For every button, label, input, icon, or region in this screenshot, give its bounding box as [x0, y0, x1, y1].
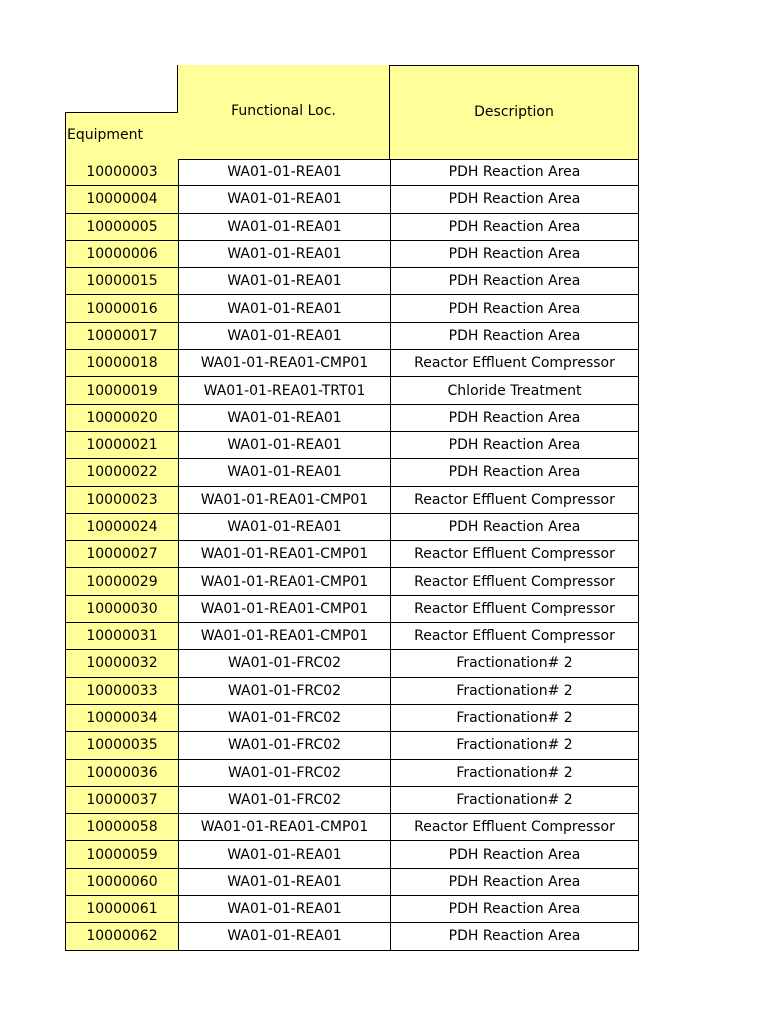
description-cell[interactable]: Reactor Effluent Compressor: [390, 596, 639, 622]
functional-loc-cell[interactable]: WA01-01-REA01-CMP01: [178, 487, 390, 513]
equipment-cell[interactable]: 10000062: [65, 923, 178, 949]
description-cell[interactable]: Fractionation# 2: [390, 650, 639, 676]
functional-loc-cell[interactable]: WA01-01-FRC02: [178, 650, 390, 676]
table-body: [65, 159, 639, 951]
table-row: [65, 841, 639, 868]
header-functional-loc: [177, 65, 390, 160]
table-row: [65, 623, 639, 650]
functional-loc-cell[interactable]: WA01-01-REA01: [178, 459, 390, 485]
equipment-cell[interactable]: 10000034: [65, 705, 178, 731]
equipment-cell[interactable]: 10000004: [65, 186, 178, 212]
description-cell[interactable]: PDH Reaction Area: [390, 295, 639, 321]
functional-loc-cell[interactable]: WA01-01-REA01: [178, 841, 390, 867]
equipment-cell[interactable]: 10000060: [65, 869, 178, 895]
description-cell[interactable]: PDH Reaction Area: [390, 923, 639, 949]
table-row: [65, 405, 639, 432]
functional-loc-cell[interactable]: WA01-01-REA01: [178, 432, 390, 458]
equipment-cell[interactable]: 10000029: [65, 568, 178, 594]
description-cell[interactable]: Reactor Effluent Compressor: [390, 814, 639, 840]
equipment-cell[interactable]: 10000023: [65, 487, 178, 513]
table-row: [65, 568, 639, 595]
table-row: [65, 705, 639, 732]
table-row: [65, 432, 639, 459]
equipment-cell[interactable]: 10000035: [65, 732, 178, 758]
description-cell[interactable]: PDH Reaction Area: [390, 268, 639, 294]
equipment-cell[interactable]: 10000030: [65, 596, 178, 622]
table-row: [65, 760, 639, 787]
description-cell[interactable]: Reactor Effluent Compressor: [390, 487, 639, 513]
equipment-cell[interactable]: 10000027: [65, 541, 178, 567]
equipment-cell[interactable]: 10000015: [65, 268, 178, 294]
description-cell[interactable]: Chloride Treatment: [390, 377, 639, 403]
description-cell[interactable]: Reactor Effluent Compressor: [390, 541, 639, 567]
table-row: [65, 678, 639, 705]
table-row: [65, 896, 639, 923]
table-row: [65, 159, 639, 186]
table-row: [65, 241, 639, 268]
functional-loc-cell[interactable]: WA01-01-REA01-TRT01: [178, 377, 390, 403]
description-cell[interactable]: PDH Reaction Area: [390, 869, 639, 895]
table-row: [65, 650, 639, 677]
description-cell[interactable]: Reactor Effluent Compressor: [390, 623, 639, 649]
functional-loc-cell[interactable]: WA01-01-REA01: [178, 268, 390, 294]
table-row: [65, 541, 639, 568]
functional-loc-cell[interactable]: WA01-01-REA01-CMP01: [178, 350, 390, 376]
description-cell[interactable]: Fractionation# 2: [390, 678, 639, 704]
equipment-cell[interactable]: 10000016: [65, 295, 178, 321]
functional-loc-cell[interactable]: WA01-01-FRC02: [178, 705, 390, 731]
functional-loc-cell[interactable]: WA01-01-REA01: [178, 214, 390, 240]
table-row: [65, 596, 639, 623]
functional-loc-cell[interactable]: WA01-01-REA01: [178, 514, 390, 540]
functional-loc-cell[interactable]: WA01-01-REA01-CMP01: [178, 814, 390, 840]
table-row: [65, 323, 639, 350]
table-row: [65, 214, 639, 241]
functional-loc-cell[interactable]: WA01-01-REA01: [178, 241, 390, 267]
table-row: [65, 814, 639, 841]
description-cell[interactable]: PDH Reaction Area: [390, 896, 639, 922]
equipment-cell[interactable]: 10000059: [65, 841, 178, 867]
description-cell[interactable]: Fractionation# 2: [390, 760, 639, 786]
description-cell[interactable]: Fractionation# 2: [390, 705, 639, 731]
functional-loc-cell[interactable]: WA01-01-REA01-CMP01: [178, 623, 390, 649]
equipment-cell[interactable]: 10000061: [65, 896, 178, 922]
functional-loc-cell[interactable]: WA01-01-REA01: [178, 323, 390, 349]
equipment-cell[interactable]: 10000058: [65, 814, 178, 840]
table-row: [65, 869, 639, 896]
functional-loc-cell[interactable]: WA01-01-FRC02: [178, 732, 390, 758]
equipment-cell[interactable]: 10000020: [65, 405, 178, 431]
table-row: [65, 514, 639, 541]
functional-loc-cell[interactable]: WA01-01-REA01: [178, 295, 390, 321]
equipment-cell[interactable]: 10000019: [65, 377, 178, 403]
description-cell[interactable]: PDH Reaction Area: [390, 405, 639, 431]
table-row: [65, 487, 639, 514]
functional-loc-cell[interactable]: WA01-01-FRC02: [178, 787, 390, 813]
functional-loc-cell[interactable]: WA01-01-REA01: [178, 896, 390, 922]
equipment-cell[interactable]: 10000006: [65, 241, 178, 267]
table-row: [65, 377, 639, 404]
table-row: [65, 268, 639, 295]
equipment-cell[interactable]: 10000005: [65, 214, 178, 240]
description-cell[interactable]: PDH Reaction Area: [390, 514, 639, 540]
description-cell[interactable]: PDH Reaction Area: [390, 432, 639, 458]
functional-loc-cell[interactable]: WA01-01-FRC02: [178, 678, 390, 704]
equipment-cell[interactable]: 10000037: [65, 787, 178, 813]
equipment-cell[interactable]: 10000018: [65, 350, 178, 376]
description-cell[interactable]: Reactor Effluent Compressor: [390, 568, 639, 594]
equipment-cell[interactable]: 10000032: [65, 650, 178, 676]
description-cell[interactable]: Fractionation# 2: [390, 787, 639, 813]
description-cell[interactable]: PDH Reaction Area: [390, 459, 639, 485]
functional-loc-cell[interactable]: WA01-01-REA01: [178, 923, 390, 949]
functional-loc-cell[interactable]: WA01-01-REA01: [178, 159, 390, 185]
functional-loc-cell[interactable]: WA01-01-REA01: [178, 405, 390, 431]
table-row: [65, 923, 639, 950]
description-cell[interactable]: PDH Reaction Area: [390, 241, 639, 267]
equipment-cell[interactable]: 10000033: [65, 678, 178, 704]
description-cell[interactable]: PDH Reaction Area: [390, 186, 639, 212]
header-description-label: Description: [474, 103, 554, 120]
description-cell[interactable]: Fractionation# 2: [390, 732, 639, 758]
table-row: [65, 459, 639, 486]
equipment-cell[interactable]: 10000024: [65, 514, 178, 540]
table-row: [65, 787, 639, 814]
equipment-cell[interactable]: 10000021: [65, 432, 178, 458]
table-row: [65, 732, 639, 759]
functional-loc-cell[interactable]: WA01-01-FRC02: [178, 760, 390, 786]
header-equipment: [65, 112, 178, 160]
description-cell[interactable]: Reactor Effluent Compressor: [390, 350, 639, 376]
equipment-cell[interactable]: 10000022: [65, 459, 178, 485]
equipment-cell[interactable]: 10000017: [65, 323, 178, 349]
table-row: [65, 186, 639, 213]
functional-loc-cell[interactable]: WA01-01-REA01-CMP01: [178, 568, 390, 594]
header-equipment-label: Equipment: [67, 127, 143, 143]
header-functional-loc-label: Functional Loc.: [231, 103, 336, 119]
header-description: [389, 65, 639, 160]
table-row: [65, 295, 639, 322]
equipment-cell[interactable]: 10000003: [65, 159, 178, 185]
equipment-cell[interactable]: 10000036: [65, 760, 178, 786]
table-row: [65, 350, 639, 377]
functional-loc-cell[interactable]: WA01-01-REA01-CMP01: [178, 541, 390, 567]
functional-loc-cell[interactable]: WA01-01-REA01: [178, 869, 390, 895]
functional-loc-cell[interactable]: WA01-01-REA01-CMP01: [178, 596, 390, 622]
functional-loc-cell[interactable]: WA01-01-REA01: [178, 186, 390, 212]
equipment-cell[interactable]: 10000031: [65, 623, 178, 649]
description-cell[interactable]: PDH Reaction Area: [390, 159, 639, 185]
description-cell[interactable]: PDH Reaction Area: [390, 323, 639, 349]
description-cell[interactable]: PDH Reaction Area: [390, 841, 639, 867]
description-cell[interactable]: PDH Reaction Area: [390, 214, 639, 240]
